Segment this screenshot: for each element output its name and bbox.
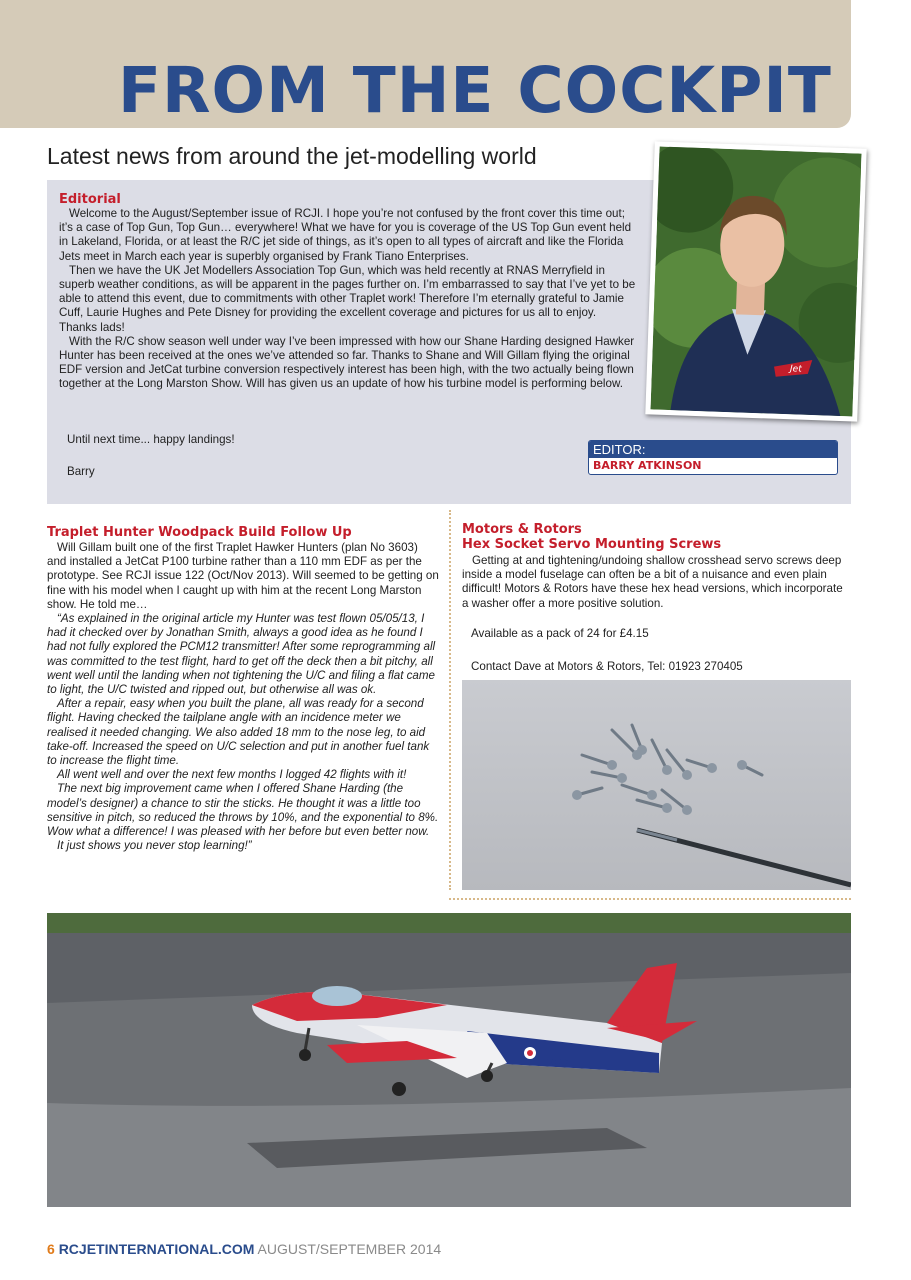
page-subtitle: Latest news from around the jet-modelling world xyxy=(47,143,537,169)
footer-site: RCJETINTERNATIONAL.COM xyxy=(58,1241,255,1257)
column-divider xyxy=(449,510,451,890)
svg-text:Jet: Jet xyxy=(789,364,802,375)
hunter-quote-paragraph: It just shows you never stop learning!” xyxy=(57,839,252,853)
hex-screws-photo xyxy=(462,680,851,890)
hunter-article-heading: Traplet Hunter Woodpack Build Follow Up xyxy=(47,525,352,540)
hawker-hunter-photo xyxy=(47,913,851,1207)
motors-article-body xyxy=(462,554,851,611)
motors-article-heading xyxy=(462,522,721,552)
motors-body-paragraph: Getting at and tightening/undoing shallow crosshead servo screws deep inside a model fuselage can often be a bit of a nuisance and even plain difficult! Motors & Rotors have these hex head versions, which incorporate a washer offer a more positive solution. xyxy=(462,554,843,610)
editor-badge xyxy=(588,440,838,475)
editorial-signature: Barry xyxy=(67,465,95,478)
section-divider xyxy=(449,898,851,900)
hunter-quote-paragraph: The next big improvement came when I offered Shane Harding (the model’s designer) a chance to stir the sticks. He thought it was a little too sensitive in pitch, so reduced the throws by 10%, and the exponential to 8%. Wow what a difference! I was pleased with her before but even better now. xyxy=(47,782,439,839)
hunter-quote-paragraph: “As explained in the original article my Hunter was test flown 05/05/13, I had it checked over by Jonathan Smith, always a good idea as he found I had not fully explored the PCM12 transmitter! After some reprogramming all was committed to the test flight, hard to get off the deck then a bit pitchy, all went well until the landing when not tightening the U/C and filing a flat came to light, the U/C twisted and ripped out, but otherwise all was ok. xyxy=(47,612,436,697)
page-footer xyxy=(47,1241,441,1257)
editorial-paragraph: Then we have the UK Jet Modellers Association Top Gun, which was held recently at RNAS Merryfield in superb weather conditions, as will be apparent in the pages further on. I’m embarrassed to say that I’ve yet to be able to attend this event, due to commitments with other Traplet work! Therefore I’m eternally grateful to Jamie Cuff, Laurie Hughes and Pete Disney for providing the excellent coverage and pictures for us all to enjoy. Thanks lads! xyxy=(59,263,636,334)
editorial-heading: Editorial xyxy=(59,192,121,207)
page-number: 6 xyxy=(47,1241,55,1257)
hunter-intro: Will Gillam built one of the first Traplet Hawker Hunters (plan No 3603) and installed a JetCat P100 turbine rather than a 110 mm EDF as per the prototype. See RCJI issue 122 (Oct/Nov 2013). Will seemed to be getting on fine with his model when I caught up with him at the recent Long Marston show. He told me… xyxy=(47,541,439,611)
masthead-title: FROM THE COCKPIT xyxy=(118,54,832,127)
footer-issue: AUGUST/SEPTEMBER 2014 xyxy=(257,1241,442,1257)
editor-portrait-photo xyxy=(645,141,866,421)
editorial-body xyxy=(59,207,637,392)
motors-heading-line: Hex Socket Servo Mounting Screws xyxy=(462,537,722,552)
svg-text:XE601: XE601 xyxy=(547,1058,576,1067)
editor-label: EDITOR: xyxy=(589,441,837,458)
editorial-paragraph: Welcome to the August/September issue of RCJI. I hope you’re not confused by the front cover this time out; it’s a case of Top Gun, Top Gun… everywhere! What we have for you is coverage of the US Top Gun event held in Lakeland, Florida, or at least the R/C jet side of things, as it’s open to all types of aircraft and like the Florida Jets meet in March each year is superbly organised by Frank Tiano Enterprises. xyxy=(59,207,632,263)
hunter-article-body xyxy=(47,541,439,853)
hunter-quote-paragraph: All went well and over the next few months I logged 42 flights with it! xyxy=(57,768,407,782)
motors-availability: Available as a pack of 24 for £4.15 xyxy=(471,627,649,640)
hunter-quote-paragraph: After a repair, easy when you built the plane, all was ready for a second flight. Having checked the tailplane angle with an incidence meter we realised it needed changing. We also added 18 mm to the nose leg, to aid take-off. Increased the speed on U/C selection and put in another fuel tank to increase the flight time. xyxy=(47,697,430,768)
editorial-paragraph: With the R/C show season well under way I’ve been impressed with how our Shane Harding designed Hawker Hunter has been received at the ones we’ve attended so far. Thanks to Shane and Will Gillam flying the original EDF version and JetCat turbine conversion respectively interest has been high, with the two actually being flown together at the Long Marston Show. Will has given us an update of how his turbine model is performing below. xyxy=(59,334,635,391)
editor-name: BARRY ATKINSON xyxy=(593,459,702,472)
editorial-signoff: Until next time... happy landings! xyxy=(67,433,235,446)
motors-contact: Contact Dave at Motors & Rotors, Tel: 01923 270405 xyxy=(471,660,743,673)
motors-heading-line: Motors & Rotors xyxy=(462,522,582,537)
